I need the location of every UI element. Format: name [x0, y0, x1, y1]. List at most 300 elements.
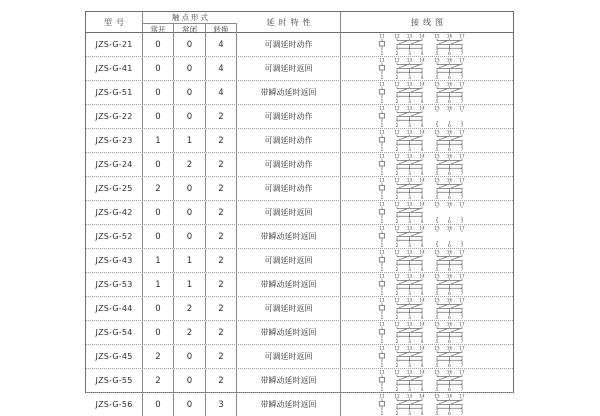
delay-characteristic-cell: 带瞬动延时返回 [237, 273, 341, 296]
wiring-diagram-cell [341, 345, 513, 368]
svg-text:2: 2 [395, 148, 399, 152]
svg-text:5: 5 [435, 292, 439, 296]
normally-closed-count-cell: 0 [174, 81, 206, 104]
header-delay-characteristic: 延时特性 [237, 12, 341, 32]
changeover-count-cell: 4 [206, 57, 237, 80]
svg-text:13: 13 [406, 130, 413, 136]
svg-text:4: 4 [420, 52, 424, 56]
svg-text:7: 7 [460, 76, 464, 80]
normally-open-count-cell: 0 [143, 105, 174, 128]
changeover-count-cell: 2 [206, 297, 237, 320]
svg-text:1: 1 [380, 316, 384, 320]
svg-text:4: 4 [420, 388, 424, 392]
table-header [86, 12, 513, 33]
normally-open-count-cell: 1 [143, 249, 174, 272]
normally-open-count-cell: 2 [143, 369, 174, 392]
delay-characteristic-cell: 带瞬动延时返回 [237, 393, 341, 416]
svg-text:14: 14 [419, 58, 425, 64]
svg-text:11: 11 [379, 394, 385, 400]
svg-text:16: 16 [446, 82, 453, 88]
svg-text:5: 5 [435, 220, 439, 224]
header-normally-closed: 常闭 [174, 24, 206, 35]
header-wiring-diagram: 接线图 [411, 17, 447, 27]
normally-open-count-cell: 0 [143, 81, 174, 104]
model-cell: JZS-G-43 [86, 249, 143, 272]
table-body [86, 33, 513, 416]
svg-text:12: 12 [394, 34, 400, 40]
table-row [86, 392, 513, 416]
svg-text:2: 2 [395, 364, 399, 368]
changeover-count-cell: 2 [206, 273, 237, 296]
svg-text:2: 2 [395, 124, 399, 128]
svg-text:7: 7 [460, 316, 464, 320]
svg-text:4: 4 [420, 364, 424, 368]
svg-text:2: 2 [395, 412, 399, 416]
svg-text:13: 13 [406, 298, 413, 304]
svg-text:4: 4 [420, 100, 424, 104]
table-row [86, 248, 513, 272]
wiring-diagram [368, 393, 486, 416]
normally-closed-count-cell: 0 [174, 177, 206, 200]
svg-text:4: 4 [420, 244, 424, 248]
delay-characteristic-cell: 带瞬动延时返回 [237, 369, 341, 392]
svg-text:12: 12 [394, 298, 400, 304]
svg-text:1: 1 [380, 340, 384, 344]
changeover-count-cell: 2 [206, 369, 237, 392]
model-cell: JZS-G-41 [86, 57, 143, 80]
svg-text:15: 15 [434, 82, 440, 88]
svg-text:1: 1 [380, 100, 384, 104]
svg-text:11: 11 [379, 346, 385, 352]
svg-text:7: 7 [460, 412, 464, 416]
svg-text:5: 5 [435, 244, 439, 248]
svg-text:3: 3 [408, 52, 411, 56]
normally-closed-count-cell: 0 [174, 225, 206, 248]
wiring-diagram [368, 321, 486, 344]
svg-text:7: 7 [460, 148, 464, 152]
svg-text:2: 2 [395, 388, 399, 392]
wiring-diagram [368, 369, 486, 392]
svg-text:4: 4 [420, 316, 424, 320]
delay-characteristic-cell: 可调延时返回 [237, 345, 341, 368]
svg-text:4: 4 [420, 292, 424, 296]
svg-text:6: 6 [448, 172, 451, 176]
svg-text:1: 1 [380, 412, 384, 416]
normally-open-count-cell: 2 [143, 345, 174, 368]
svg-text:7: 7 [460, 364, 464, 368]
table-row [86, 152, 513, 176]
svg-text:6: 6 [448, 148, 451, 152]
svg-text:6: 6 [448, 220, 451, 224]
svg-text:11: 11 [379, 178, 385, 184]
table-row [86, 128, 513, 152]
delay-characteristic-cell: 可调延时返回 [237, 201, 341, 224]
svg-text:6: 6 [448, 76, 451, 80]
normally-closed-count-cell: 0 [174, 57, 206, 80]
svg-text:15: 15 [434, 154, 440, 160]
svg-text:4: 4 [420, 172, 424, 176]
svg-text:5: 5 [435, 52, 439, 56]
svg-text:1: 1 [380, 172, 384, 176]
svg-text:11: 11 [379, 154, 385, 160]
wiring-diagram-cell [341, 153, 513, 176]
svg-text:16: 16 [446, 34, 453, 40]
svg-text:17: 17 [459, 82, 465, 88]
table-row [86, 320, 513, 344]
svg-text:12: 12 [394, 154, 400, 160]
svg-text:15: 15 [434, 130, 440, 136]
svg-text:12: 12 [394, 82, 400, 88]
svg-text:13: 13 [406, 370, 413, 376]
svg-text:6: 6 [448, 292, 451, 296]
svg-text:15: 15 [434, 226, 440, 232]
svg-text:14: 14 [419, 82, 425, 88]
svg-text:13: 13 [406, 58, 413, 64]
svg-text:16: 16 [446, 298, 453, 304]
svg-text:4: 4 [420, 196, 424, 200]
wiring-diagram [368, 297, 486, 320]
svg-text:6: 6 [448, 52, 451, 56]
svg-text:3: 3 [408, 172, 411, 176]
svg-text:2: 2 [395, 316, 399, 320]
table-row [86, 33, 513, 56]
svg-text:6: 6 [448, 316, 451, 320]
svg-text:4: 4 [420, 268, 424, 272]
svg-text:17: 17 [459, 106, 465, 112]
table-row [86, 104, 513, 128]
svg-text:17: 17 [459, 322, 465, 328]
svg-text:17: 17 [459, 250, 465, 256]
svg-text:14: 14 [419, 202, 425, 208]
svg-text:6: 6 [448, 412, 451, 416]
normally-open-count-cell: 0 [143, 225, 174, 248]
svg-text:13: 13 [406, 34, 413, 40]
table-row [86, 368, 513, 392]
svg-text:17: 17 [459, 298, 465, 304]
svg-text:14: 14 [419, 322, 425, 328]
wiring-diagram [368, 225, 486, 248]
svg-text:5: 5 [435, 124, 439, 128]
svg-text:3: 3 [408, 76, 411, 80]
table-row [86, 56, 513, 80]
wiring-diagram-cell [341, 177, 513, 200]
svg-text:6: 6 [448, 124, 451, 128]
model-cell: JZS-G-51 [86, 81, 143, 104]
table-row [86, 344, 513, 368]
svg-text:3: 3 [408, 412, 411, 416]
changeover-count-cell: 2 [206, 321, 237, 344]
svg-text:5: 5 [435, 316, 439, 320]
normally-closed-count-cell: 0 [174, 393, 206, 416]
relay-spec-table [85, 11, 514, 416]
svg-text:16: 16 [446, 394, 453, 400]
model-cell: JZS-G-42 [86, 201, 143, 224]
changeover-count-cell: 3 [206, 393, 237, 416]
svg-text:2: 2 [395, 76, 399, 80]
svg-text:3: 3 [408, 100, 411, 104]
table-row [86, 224, 513, 248]
svg-text:13: 13 [406, 322, 413, 328]
delay-characteristic-cell: 可调延时动作 [237, 177, 341, 200]
svg-text:7: 7 [460, 244, 464, 248]
wiring-diagram [368, 81, 486, 104]
model-cell: JZS-G-53 [86, 273, 143, 296]
model-cell: JZS-G-55 [86, 369, 143, 392]
wiring-diagram-cell [341, 201, 513, 224]
svg-text:14: 14 [419, 154, 425, 160]
model-cell: JZS-G-56 [86, 393, 143, 416]
svg-text:14: 14 [419, 34, 425, 40]
svg-text:3: 3 [408, 196, 411, 200]
delay-characteristic-cell: 可调延时返回 [237, 297, 341, 320]
svg-text:3: 3 [408, 220, 411, 224]
delay-characteristic-cell: 可调延时动作 [237, 105, 341, 128]
changeover-count-cell: 2 [206, 225, 237, 248]
svg-text:1: 1 [380, 364, 384, 368]
header-contact-form-group [143, 12, 237, 32]
svg-text:5: 5 [435, 172, 439, 176]
svg-text:5: 5 [435, 76, 439, 80]
svg-text:11: 11 [379, 250, 385, 256]
normally-closed-count-cell: 1 [174, 273, 206, 296]
normally-closed-count-cell: 0 [174, 105, 206, 128]
model-cell: JZS-G-52 [86, 225, 143, 248]
svg-text:12: 12 [394, 370, 400, 376]
delay-characteristic-cell: 带瞬动延时返回 [237, 225, 341, 248]
svg-text:3: 3 [408, 148, 411, 152]
svg-text:7: 7 [460, 52, 464, 56]
svg-text:16: 16 [446, 370, 453, 376]
svg-text:5: 5 [435, 196, 439, 200]
wiring-diagram [368, 273, 486, 296]
svg-text:11: 11 [379, 298, 385, 304]
wiring-diagram-cell [341, 105, 513, 128]
header-model: 型号 [86, 12, 143, 32]
svg-text:11: 11 [379, 274, 385, 280]
model-cell: JZS-G-44 [86, 297, 143, 320]
delay-characteristic-cell: 可调延时动作 [237, 33, 341, 56]
svg-text:14: 14 [419, 346, 425, 352]
normally-open-count-cell: 0 [143, 321, 174, 344]
svg-text:12: 12 [394, 250, 400, 256]
header-changeover: 转换 [206, 24, 237, 35]
svg-text:16: 16 [446, 226, 453, 232]
svg-text:3: 3 [408, 244, 411, 248]
svg-text:5: 5 [435, 340, 439, 344]
svg-text:5: 5 [435, 364, 439, 368]
wiring-diagram-cell [341, 33, 513, 56]
normally-closed-count-cell: 0 [174, 201, 206, 224]
wiring-diagram-cell [341, 297, 513, 320]
svg-text:14: 14 [419, 226, 425, 232]
model-cell: JZS-G-23 [86, 129, 143, 152]
header-contact-form: 触点形式 [143, 12, 237, 24]
svg-text:6: 6 [448, 364, 451, 368]
svg-text:14: 14 [419, 178, 425, 184]
changeover-count-cell: 4 [206, 33, 237, 56]
wiring-diagram [368, 153, 486, 176]
changeover-count-cell: 2 [206, 345, 237, 368]
normally-open-count-cell: 0 [143, 57, 174, 80]
svg-text:16: 16 [446, 202, 453, 208]
svg-text:11: 11 [379, 34, 385, 40]
svg-text:16: 16 [446, 346, 453, 352]
svg-text:17: 17 [459, 58, 465, 64]
svg-text:17: 17 [459, 130, 465, 136]
normally-closed-count-cell: 2 [174, 153, 206, 176]
svg-text:15: 15 [434, 274, 440, 280]
svg-text:16: 16 [446, 58, 453, 64]
svg-text:4: 4 [420, 76, 424, 80]
svg-text:17: 17 [459, 154, 465, 160]
svg-text:5: 5 [435, 100, 439, 104]
svg-text:11: 11 [379, 106, 385, 112]
svg-text:15: 15 [434, 394, 440, 400]
svg-text:15: 15 [434, 250, 440, 256]
model-cell: JZS-G-45 [86, 345, 143, 368]
svg-text:17: 17 [459, 34, 465, 40]
wiring-diagram [368, 129, 486, 152]
svg-text:13: 13 [406, 394, 413, 400]
normally-open-count-cell: 0 [143, 201, 174, 224]
svg-text:15: 15 [434, 106, 440, 112]
svg-text:6: 6 [448, 196, 451, 200]
svg-text:1: 1 [380, 196, 384, 200]
svg-text:14: 14 [419, 250, 425, 256]
svg-text:1: 1 [380, 76, 384, 80]
svg-text:15: 15 [434, 178, 440, 184]
svg-text:2: 2 [395, 52, 399, 56]
normally-closed-count-cell: 0 [174, 369, 206, 392]
header-normally-open: 常开 [143, 24, 174, 35]
svg-text:15: 15 [434, 370, 440, 376]
model-cell: JZS-G-54 [86, 321, 143, 344]
wiring-diagram-cell [341, 57, 513, 80]
svg-text:5: 5 [435, 268, 439, 272]
svg-text:4: 4 [420, 148, 424, 152]
model-cell: JZS-G-24 [86, 153, 143, 176]
wiring-diagram-cell [341, 321, 513, 344]
svg-text:1: 1 [380, 244, 384, 248]
svg-text:2: 2 [395, 172, 399, 176]
svg-text:12: 12 [394, 274, 400, 280]
svg-text:7: 7 [460, 196, 464, 200]
svg-text:3: 3 [408, 292, 411, 296]
svg-text:12: 12 [394, 130, 400, 136]
svg-text:4: 4 [420, 124, 424, 128]
delay-characteristic-cell: 带瞬动延时返回 [237, 321, 341, 344]
model-cell: JZS-G-25 [86, 177, 143, 200]
wiring-diagram-cell [341, 393, 513, 416]
svg-text:7: 7 [460, 124, 464, 128]
delay-characteristic-cell: 带瞬动延时返回 [237, 81, 341, 104]
svg-text:6: 6 [448, 100, 451, 104]
svg-text:7: 7 [460, 100, 464, 104]
svg-text:2: 2 [395, 196, 399, 200]
svg-text:11: 11 [379, 370, 385, 376]
svg-text:3: 3 [408, 364, 411, 368]
svg-text:12: 12 [394, 346, 400, 352]
svg-text:13: 13 [406, 346, 413, 352]
delay-characteristic-cell: 可调延时动作 [237, 153, 341, 176]
wiring-diagram-cell [341, 129, 513, 152]
svg-text:12: 12 [394, 202, 400, 208]
wiring-diagram-cell [341, 225, 513, 248]
model-cell: JZS-G-22 [86, 105, 143, 128]
svg-text:4: 4 [420, 340, 424, 344]
svg-text:3: 3 [408, 268, 411, 272]
svg-text:7: 7 [460, 268, 464, 272]
wiring-diagram [368, 33, 486, 56]
svg-text:16: 16 [446, 154, 453, 160]
svg-text:14: 14 [419, 274, 425, 280]
svg-text:16: 16 [446, 130, 453, 136]
svg-text:17: 17 [459, 226, 465, 232]
svg-text:6: 6 [448, 340, 451, 344]
svg-text:7: 7 [460, 292, 464, 296]
svg-text:12: 12 [394, 178, 400, 184]
svg-text:14: 14 [419, 106, 425, 112]
svg-text:13: 13 [406, 154, 413, 160]
svg-text:7: 7 [460, 172, 464, 176]
svg-text:17: 17 [459, 274, 465, 280]
wiring-diagram [368, 105, 486, 128]
normally-open-count-cell: 0 [143, 297, 174, 320]
changeover-count-cell: 2 [206, 153, 237, 176]
svg-text:14: 14 [419, 394, 425, 400]
wiring-diagram [368, 201, 486, 224]
svg-text:16: 16 [446, 250, 453, 256]
normally-open-count-cell: 1 [143, 273, 174, 296]
svg-text:1: 1 [380, 220, 384, 224]
svg-text:15: 15 [434, 202, 440, 208]
changeover-count-cell: 2 [206, 177, 237, 200]
normally-closed-count-cell: 0 [174, 345, 206, 368]
svg-text:16: 16 [446, 106, 453, 112]
table-row [86, 176, 513, 200]
svg-text:14: 14 [419, 298, 425, 304]
svg-text:11: 11 [379, 58, 385, 64]
svg-text:3: 3 [408, 388, 411, 392]
normally-open-count-cell: 1 [143, 129, 174, 152]
svg-text:15: 15 [434, 322, 440, 328]
svg-text:6: 6 [448, 388, 451, 392]
delay-characteristic-cell: 可调延时返回 [237, 57, 341, 80]
svg-text:13: 13 [406, 226, 413, 232]
wiring-diagram [368, 345, 486, 368]
svg-text:5: 5 [435, 388, 439, 392]
svg-text:16: 16 [446, 274, 453, 280]
svg-text:1: 1 [380, 124, 384, 128]
changeover-count-cell: 4 [206, 81, 237, 104]
svg-text:17: 17 [459, 394, 465, 400]
svg-text:5: 5 [435, 412, 439, 416]
svg-text:7: 7 [460, 388, 464, 392]
svg-text:13: 13 [406, 106, 413, 112]
normally-open-count-cell: 0 [143, 393, 174, 416]
svg-text:1: 1 [380, 268, 384, 272]
svg-text:3: 3 [408, 340, 411, 344]
changeover-count-cell: 2 [206, 201, 237, 224]
svg-text:15: 15 [434, 34, 440, 40]
svg-text:6: 6 [448, 244, 451, 248]
svg-text:11: 11 [379, 226, 385, 232]
wiring-diagram-cell [341, 369, 513, 392]
delay-characteristic-cell: 可调延时动作 [237, 129, 341, 152]
svg-text:1: 1 [380, 388, 384, 392]
svg-text:13: 13 [406, 178, 413, 184]
svg-text:13: 13 [406, 202, 413, 208]
